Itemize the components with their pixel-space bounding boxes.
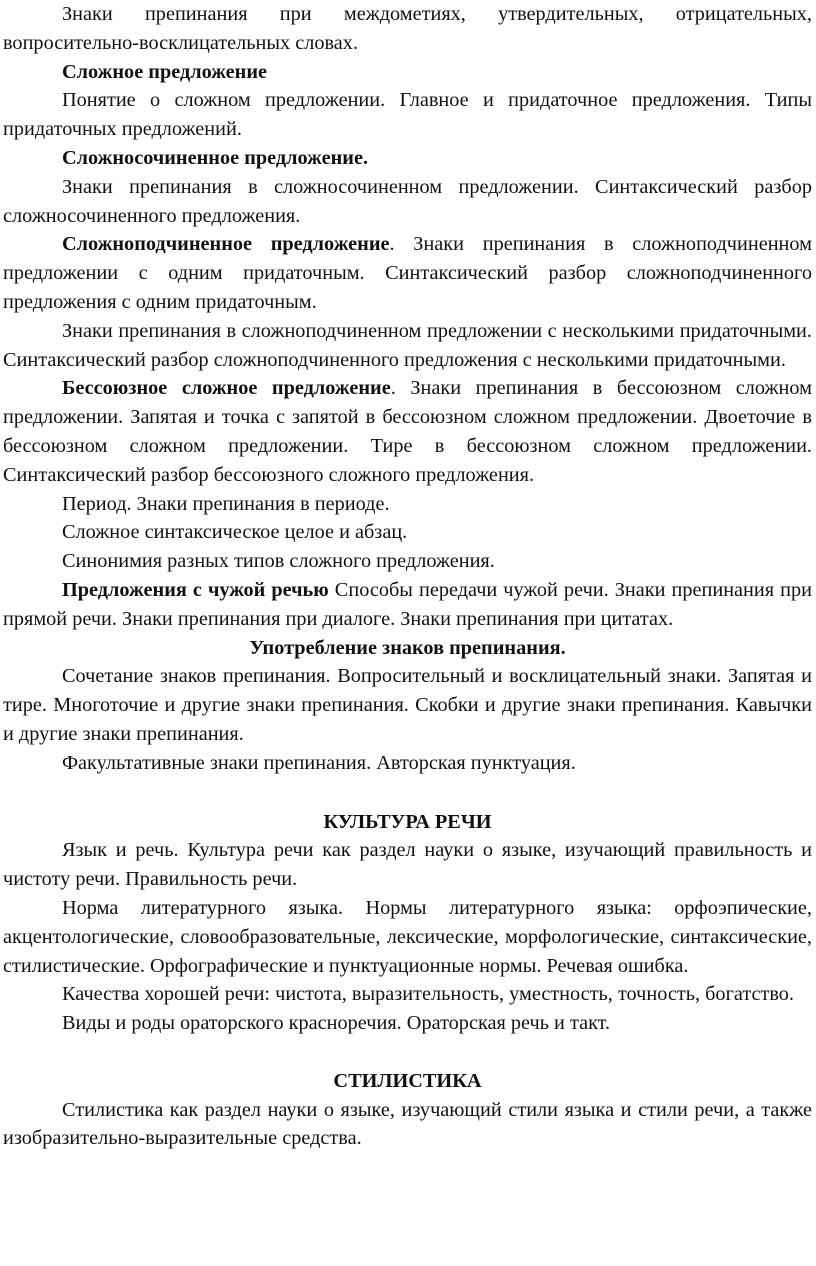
paragraph-good-speech-qualities: Качества хорошей речи: чистота, выразительность, уместность, точность, богатство. — [62, 983, 794, 1006]
paragraph-language-and-speech: Язык и речь. Культура речи как раздел науки о языке, изучающий правильность и чистоту речи. Правильность речи. — [3, 839, 812, 891]
heading-stylistics: СТИЛИСТИКА — [333, 1069, 482, 1092]
paragraph-subordinate-single — [3, 230, 812, 316]
paragraph-text: . Знаки препинания в сложноподчиненном предложении с одним придаточным. Синтаксический разбор сложноподчиненного предложения с одним придаточным. — [3, 233, 812, 313]
paragraph-asyndetic — [3, 374, 812, 489]
inline-bold-term: Сложноподчиненное предложение — [62, 233, 390, 256]
paragraph-complex-concept: Понятие о сложном предложении. Главное и придаточное предложения. Типы придаточных предложений. — [3, 89, 812, 141]
paragraph-interjections: Знаки препинания при междометиях, утвердительных, отрицательных, вопросительно-восклицательных словах. — [3, 3, 812, 54]
paragraph-literary-norm: Норма литературного языка. Нормы литературного языка: орфоэпические, акцентологические, словообразовательные, лексические, морфологические, синтаксические, стилистические. Орфографические и пунктуационные нормы. Речевая ошибка. — [3, 896, 812, 977]
paragraph-text: . Знаки препинания в бессоюзном сложном предложении. Запятая и точка с запятой в бессоюзном сложном предложении. Двоеточие в бессоюзном сложном предложении. Тире в бессоюзном сложном предложении. Синтаксический разбор бессоюзного сложного предложения. — [3, 377, 812, 486]
paragraph-period: Период. Знаки препинания в периоде. — [62, 492, 390, 515]
paragraph-synonymy: Синонимия разных типов сложного предложения. — [62, 550, 495, 573]
paragraph-syntactic-whole: Сложное синтаксическое целое и абзац. — [62, 521, 408, 544]
subheading-compound-sentence — [3, 144, 812, 173]
paragraph-optional-punctuation: Факультативные знаки препинания. Авторская пунктуация. — [62, 751, 576, 774]
inline-bold-term: Бессоюзное сложное предложение — [62, 377, 391, 400]
paragraph-stylistics: Стилистика как раздел науки о языке, изучающий стили языка и стили речи, а также изобразительно-выразительные средства. — [3, 1098, 812, 1150]
paragraph-punctuation-combination: Сочетание знаков препинания. Вопросительный и восклицательный знаки. Запятая и тире. Многоточие и другие знаки препинания. Скобки и другие знаки препинания. Кавычки и другие знаки препинания. — [3, 665, 812, 745]
heading-speech-culture: КУЛЬТУРА РЕЧИ — [323, 810, 492, 833]
heading-punctuation-usage: Употребление знаков препинания. — [249, 636, 566, 659]
paragraph-text: Способы передачи чужой речи. Знаки препинания при прямой речи. Знаки препинания при диалоге. Знаки препинания при цитатах. — [3, 578, 812, 630]
inline-bold-term: Предложения с чужой речью — [62, 578, 329, 601]
paragraph-compound-punctuation: Знаки препинания в сложносочиненном предложении. Синтаксический разбор сложносочиненного предложения. — [3, 175, 812, 227]
paragraph-subordinate-multiple: Знаки препинания в сложноподчиненном предложении с несколькими придаточными. Синтаксический разбор сложноподчиненного предложения с несколькими придаточными. — [3, 319, 812, 371]
subheading-text: Сложное предложение — [62, 60, 268, 83]
paragraph-reported-speech — [3, 576, 812, 634]
subheading-text: Сложносочиненное предложение. — [62, 146, 369, 169]
subheading-complex-sentence — [3, 58, 812, 87]
paragraph-oratory: Виды и роды ораторского красноречия. Ораторская речь и такт. — [62, 1012, 611, 1035]
